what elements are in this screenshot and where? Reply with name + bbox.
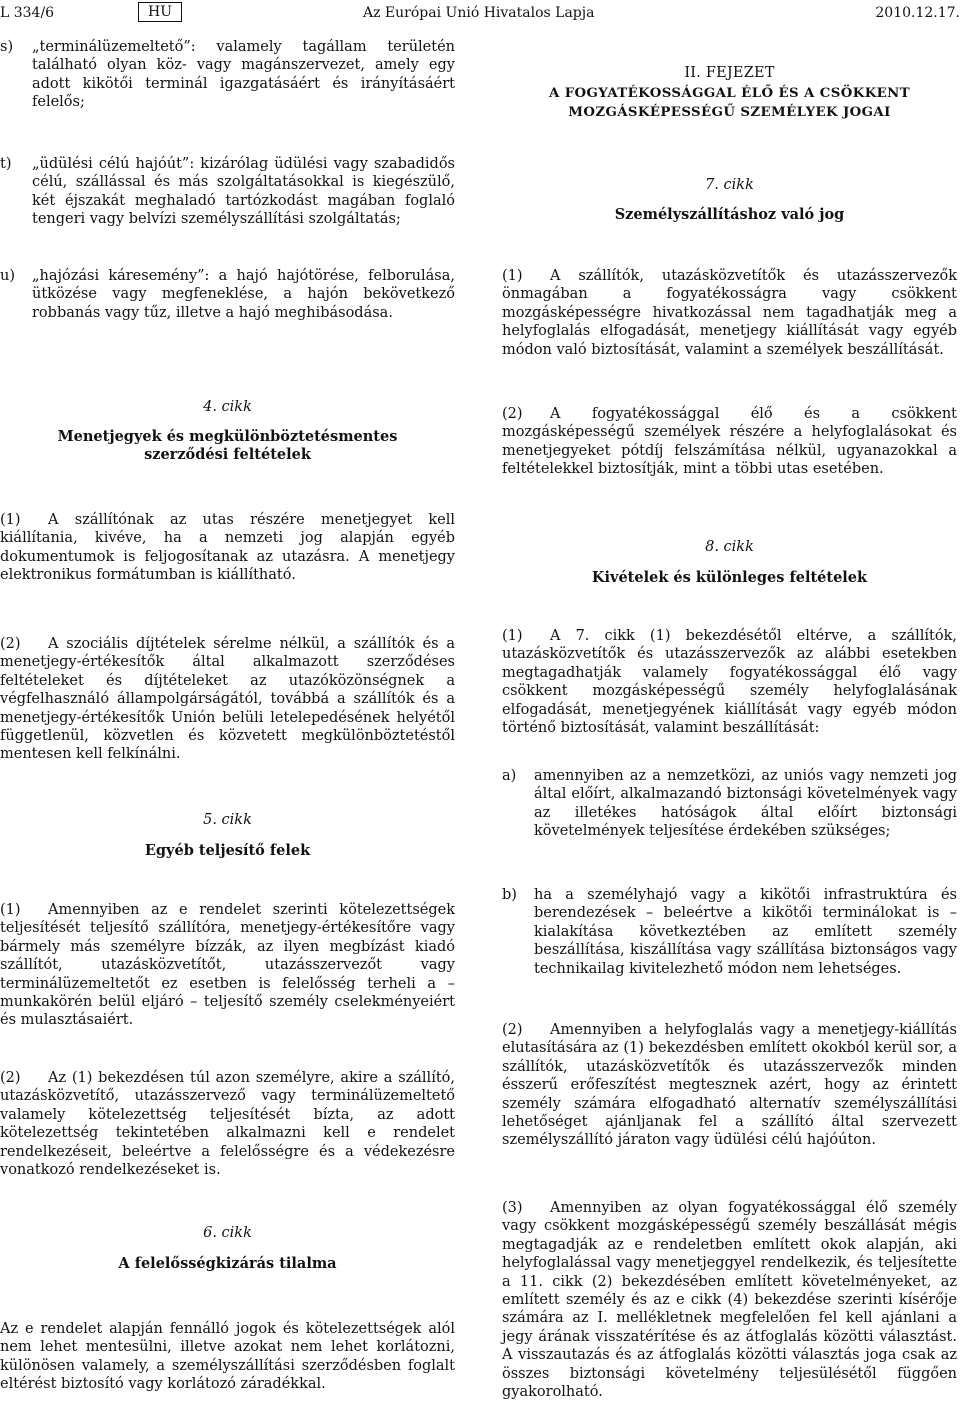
paragraph-text: Az (1) bekezdésen túl azon személyre, akire a szállító, utazásközvetítő, utazásszervező vagy terminálüzemeltető valamely kötelezettség teljesítését bízta, az adott kötelezettség tekintetében alkalmazni kell e rendelet rendelkezéseit, beleértve a felelősségre és a védekezésre vonatkozó rendelkezéseket is.	[0, 1070, 455, 1179]
paragraph-number: (2)	[0, 1070, 21, 1086]
item-label: b)	[502, 887, 517, 903]
article-7-paragraph-2	[502, 405, 957, 479]
paragraph-text: A fogyatékossággal élő és a csökkent mozgásképességű személyek részére a helyfoglalásokat és menetjegyeket pótdíj felszámítása nélkül, ugyanazokkal a feltételekkel biztosítják, mint a többi utas esetében.	[502, 406, 957, 478]
journal-title: Az Európai Unió Hivatalos Lapja	[363, 5, 595, 21]
article-5-paragraph-2	[0, 1069, 455, 1179]
definition-label: u)	[0, 268, 15, 284]
paragraph-number: (1)	[502, 268, 523, 284]
article-5-number: 5. cikk	[203, 812, 252, 828]
definition-text: „üdülési célú hajóút”: kizárólag üdülési vagy szabadidős célú, szállással és más szolgáltatásokkal is kiegészülő, két éjszakát meghaladó tartózkodást magában foglaló tengeri vagy belvízi személyszállítási szolgáltatás;	[32, 156, 455, 228]
paragraph-text: Amennyiben az e rendelet szerinti kötelezettségek teljesítését teljesítő szállítóra, menetjegy-értékesítőre vagy bármely más személyre bízzák, az ilyen megbízást kiadó szállítót, utazásközvetítőt, utazásszervezőt vagy terminálüzemeltetőt ez esetben is felelősség terheli a – munkakörén belül eljáró – teljesítő személy cselekményeiért és mulasztásaiért.	[0, 902, 455, 1029]
article-8-item-a	[502, 767, 957, 841]
article-7-title: Személyszállításhoz való jog	[614, 206, 845, 223]
article-8-paragraph-3	[502, 1199, 957, 1401]
article-4-number: 4. cikk	[203, 399, 252, 415]
article-8-item-b	[502, 886, 957, 978]
paragraph-text: A szállítónak az utas részére menetjegyet kell kiállítania, kivéve, ha a nemzeti jog alapján egyéb dokumentumok is feljogosítanak az utazásra. A menetjegy elektronikus formátumban is kiállítható.	[0, 512, 455, 584]
article-5-paragraph-1	[0, 901, 455, 1030]
paragraph-number: (1)	[502, 628, 523, 644]
paragraph-number: (1)	[0, 902, 21, 918]
article-4-paragraph-2	[0, 635, 455, 764]
article-8-number: 8. cikk	[705, 539, 754, 555]
article-6-text: Az e rendelet alapján fennálló jogok és kötelezettségek alól nem lehet mentesülni, illetve azokat nem lehet korlátozni, különösen valamely, a személyszállítási szerződésben foglalt eltérést biztosító vagy korlátozó záradékkal.	[0, 1321, 455, 1393]
paragraph-number: (1)	[0, 512, 21, 528]
paragraph-text: A szállítók, utazásközvetítők és utazásszervezők önmagában a fogyatékosságra vagy csökkent mozgásképességre hivatkozással nem tagadhatják meg a helyfoglalás elfogadását, menetjegy kiállítását vagy egyéb módon való biztosítását, valamint a személyek beszállítását.	[502, 268, 957, 358]
definition-label: s)	[0, 39, 14, 55]
page-header	[0, 2, 960, 24]
definition-s	[0, 38, 455, 112]
paragraph-text: Amennyiben az olyan fogyatékossággal élő személy vagy csökkent mozgásképességű személy beszállását mégis megtagadják az e rendeletben említett okok alapján, aki helyfoglalással vagy menetjeggyel rendelkezik, és teljesítette a 11. cikk (2) bekezdésében említett követelményeket, az említett személy és az e cikk (4) bekezdése szerinti kísérője számára az I. mellékletnek megfelelően fel kell ajánlani a jegy árának visszatérítése és az átfoglalás közötti választást. A visszautazás és az átfoglalás közötti választás joga csak az összes biztonsági követelmény teljesülésétől függően gyakorolható.	[502, 1200, 957, 1401]
definition-t	[0, 155, 455, 229]
item-text: amennyiben az a nemzetközi, az uniós vagy nemzeti jog által előírt, alkalmazandó biztonsági követelmények vagy az illetékes hatóságok által előírt biztonsági követelmények teljesítése érdekében szükséges;	[534, 768, 957, 840]
page-number: L 334/6	[0, 5, 55, 21]
article-8-paragraph-2	[502, 1021, 957, 1150]
article-8-paragraph-1	[502, 627, 957, 737]
definition-text: „hajózási káresemény”: a hajó hajótörése, felborulása, ütközése vagy megfeneklése, a hajón bekövetkező robbanás vagy tűz, illetve a hajó meghibásodása.	[32, 268, 455, 321]
item-text: ha a személyhajó vagy a kikötői infrastruktúra és berendezések – beleértve a kikötői terminálokat is – kialakítása következtében az említett személy beszállítása, kiszállítása vagy szállítása biztonságos vagy technikailag kivitelezhető módon nem lehetséges.	[534, 887, 957, 977]
article-5-title: Egyéb teljesítő felek	[144, 842, 311, 859]
definition-u	[0, 267, 455, 322]
paragraph-number: (3)	[502, 1200, 523, 1216]
article-4-paragraph-1	[0, 511, 455, 585]
article-4-title: Menetjegyek és megkülönböztetésmentes szerződési feltételek	[57, 428, 398, 464]
item-label: a)	[502, 768, 517, 784]
chapter-title-line-1: A FOGYATÉKOSSÁGGAL ÉLŐ ÉS A CSÖKKENT	[548, 86, 911, 101]
language-badge: HU	[138, 2, 182, 22]
chapter-label: II. FEJEZET	[684, 65, 775, 81]
article-8-title: Kivételek és különleges feltételek	[591, 569, 868, 586]
article-6-number: 6. cikk	[203, 1225, 252, 1241]
article-7-paragraph-1	[502, 267, 957, 359]
chapter-title-line-2: MOZGÁSKÉPESSÉGŰ SZEMÉLYEK JOGAI	[568, 105, 891, 120]
issue-date: 2010.12.17.	[875, 5, 960, 21]
paragraph-number: (2)	[502, 406, 523, 422]
paragraph-text: A szociális díjtételek sérelme nélkül, a szállítók és a menetjegy-értékesítők által alkalmazott szerződéses feltételeket és díjtételeket az utazóközönségnek a végfelhasználó állampolgárságától, továbbá a szállítók és a menetjegy-értékesítők Unión belüli letelepedésének helyétől függetlenül, közvetlen és közvetett megkülönböztetéstől mentesen kell felkínálni.	[0, 636, 455, 763]
paragraph-number: (2)	[0, 636, 21, 652]
paragraph-text: Amennyiben a helyfoglalás vagy a menetjegy-kiállítás elutasítására az (1) bekezdésben említett okokból kerül sor, a szállítók, utazásközvetítők és utazásszervezők minden ésszerű erőfeszítést megtesznek azért, hogy az érintett személy számára elfogadható alternatív személyszállítási lehetőséget ajánljanak fel a szállító által szervezett személyszállító járaton vagy üdülési célú hajóúton.	[502, 1022, 957, 1149]
article-6-title: A felelősségkizárás tilalma	[118, 1255, 337, 1272]
definition-label: t)	[0, 156, 12, 172]
article-7-number: 7. cikk	[705, 177, 754, 193]
definition-text: „terminálüzemeltető”: valamely tagállam területén található olyan köz- vagy magánszervezet, amely egy adott kikötői terminál igazgatásáért és irányításáért felelős;	[32, 39, 455, 111]
paragraph-text: A 7. cikk (1) bekezdésétől eltérve, a szállítók, utazásközvetítők és utazásszervezők az alábbi esetekben megtagadhatják valamely fogyatékossággal élő vagy csökkent mozgásképességű személy helyfoglalásának elfogadását, menetjegyének kiállítását vagy egyéb módon történő biztosítását, valamint beszállítását:	[502, 628, 957, 737]
paragraph-number: (2)	[502, 1022, 523, 1038]
